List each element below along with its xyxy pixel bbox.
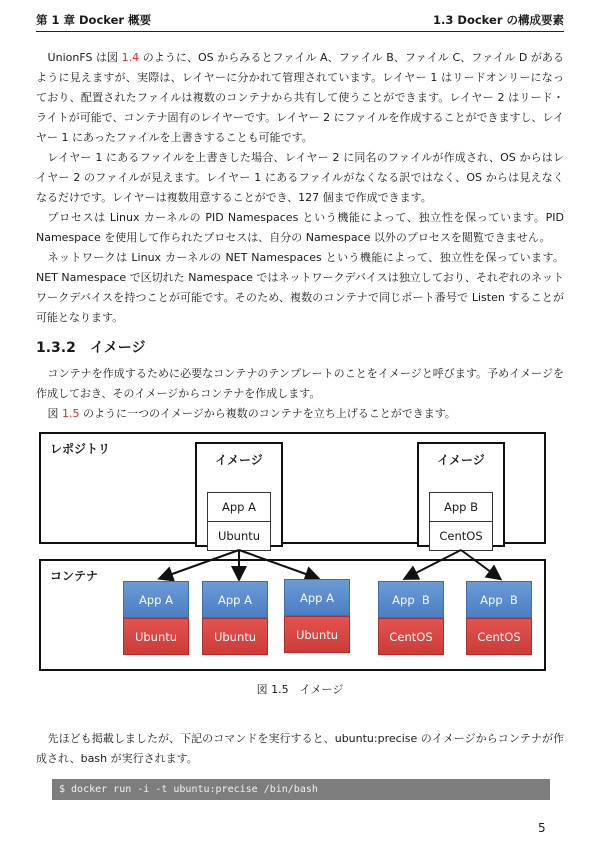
paragraph-unionfs xyxy=(36,48,564,148)
chapter-title: 第 1 章 Docker 概要 xyxy=(36,13,152,27)
image-app-layer: App B xyxy=(429,492,493,522)
image-app-layer: App A xyxy=(207,492,271,522)
container-2 xyxy=(202,581,268,655)
paragraph-pid-namespace: プロセスは Linux カーネルの PID Namespaces という機能によって、独立性を保っています。PID Namespace を使用して作られたプロセスは、自分の Namespace 以外のプロセスを閲覧できません。 xyxy=(36,211,564,244)
body-text-mid xyxy=(36,364,564,424)
container-app-layer: App A xyxy=(202,581,268,618)
container-app-layer: App A xyxy=(123,581,189,618)
container-label: コンテナ xyxy=(50,569,99,583)
body-text-top xyxy=(36,48,564,328)
container-os-layer: Ubuntu xyxy=(284,616,350,653)
container-os-layer: Ubuntu xyxy=(202,618,268,655)
arrow-b-1 xyxy=(406,550,461,578)
container-app-layer: App B xyxy=(378,581,444,618)
container-os-layer: CentOS xyxy=(378,618,444,655)
code-block[interactable] xyxy=(52,779,550,800)
paragraph-text: 図 xyxy=(47,407,63,420)
container-os-layer: Ubuntu xyxy=(123,618,189,655)
container-app-layer: App B xyxy=(466,581,532,618)
container-1 xyxy=(123,581,189,655)
paragraph-image-definition: コンテナを作成するために必要なコンテナのテンプレートのことをイメージと呼びます。予めイメージを作成しておき、そのイメージからコンテナを作成します。 xyxy=(36,367,564,400)
arrow-a-3 xyxy=(239,550,317,578)
container-4 xyxy=(378,581,444,655)
section-heading xyxy=(36,337,145,357)
image-title: イメージ xyxy=(215,453,263,467)
paragraph-text: のように一つのイメージから複数のコンテナを立ち上げることができます。 xyxy=(79,407,456,420)
paragraph-text: UnionFS は図 xyxy=(47,51,122,64)
running-header xyxy=(36,8,564,32)
paragraph-text: のように、OS からみるとファイル A、ファイル B、ファイル C、ファイル D があるように見えますが、実際は、レイヤーに分かれて管理されています。レイヤー 1 はリードオンリーになっており、配置されたファイルは複数のコンテナから共有して使うことができます。レイヤー 2 はリード・ライトが可能で、コンテナ固有のレイヤーです。レイヤー 2 にファイルを作成することができますし、レイヤー 1 にあったファイルを上書きすることも可能です。 xyxy=(36,51,564,144)
figure-ref-link[interactable]: 1.4 xyxy=(121,51,140,64)
arrow-b-2 xyxy=(461,550,499,578)
code-command: $ docker run -i -t ubuntu:precise /bin/bash xyxy=(59,784,318,795)
section-number: 1.3.2 xyxy=(36,340,76,356)
figure-image-diagram xyxy=(39,432,546,670)
paragraph-net-namespace: ネットワークは Linux カーネルの NET Namespaces という機能によって、独立性を保っています。NET Namespace で区切れた Namespace ではネットワークデバイスは独立しており、それぞれのネットワークデバイスを持つことが可能です。そのため、複数のコンテナで同じポート番号で Listen することが可能となります。 xyxy=(36,251,564,324)
container-os-layer: CentOS xyxy=(466,618,532,655)
image-title: イメージ xyxy=(437,453,485,467)
figure-caption: 図 1.5 イメージ xyxy=(256,683,344,696)
paragraph-layer-overwrite: レイヤー 1 にあるファイルを上書きした場合、レイヤー 2 に同名のファイルが作成され、OS からはレイヤー 2 のファイルが見えます。レイヤー 1 にあるファイルがなくなる訳ではなく、OS からは見えなくなるだけです。レイヤーは複数用意することができ、127 個まで作成できます。 xyxy=(36,151,564,204)
repository-label: レポジトリ xyxy=(50,442,111,456)
figure-ref-link[interactable]: 1.5 xyxy=(62,407,80,420)
container-3 xyxy=(284,579,350,653)
section-header-title: 1.3 Docker の構成要素 xyxy=(433,13,564,27)
section-title: イメージ xyxy=(89,340,146,356)
container-app-layer: App A xyxy=(284,579,350,616)
paragraph-command-intro: 先ほども掲載しましたが、下記のコマンドを実行すると、ubuntu:precise のイメージからコンテナが作成され、bash が実行されます。 xyxy=(36,732,564,765)
arrow-a-1 xyxy=(161,550,239,578)
page-number: 5 xyxy=(538,821,546,835)
body-text-bottom xyxy=(36,729,564,769)
container-5 xyxy=(466,581,532,655)
image-os-layer: CentOS xyxy=(429,521,493,551)
paragraph-figure-intro xyxy=(36,404,564,424)
image-os-layer: Ubuntu xyxy=(207,521,271,551)
